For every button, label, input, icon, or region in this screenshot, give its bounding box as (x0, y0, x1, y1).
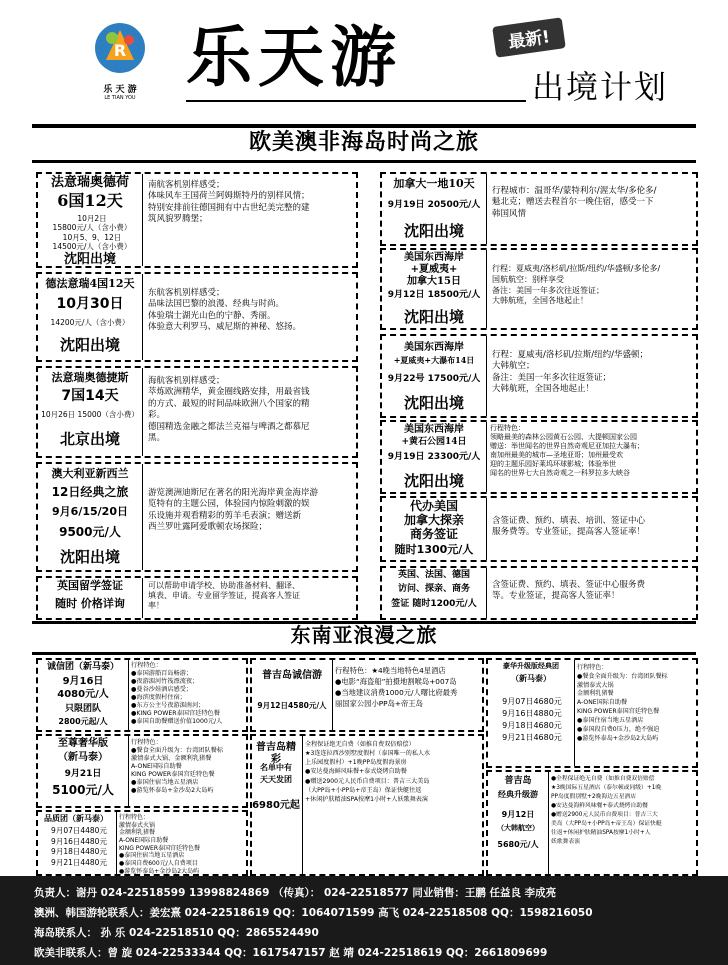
tour-subtitle: 经典升级游 (498, 789, 538, 799)
tour-description: 行程城市：温哥华/蒙特利尔/渥太华/多伦多/ 魁北克；赠送去程首尔一晚住宿，感受一下 韩国风情 (492, 186, 657, 219)
tour-subtitle-2: 加拿大15日 (407, 276, 461, 287)
tour-card-eu-visa[interactable] (380, 566, 698, 620)
tour-dates: 9月12日 18500元/人 (387, 290, 481, 300)
tour-card-us-visa[interactable] (380, 496, 698, 562)
tour-title: 美国东西海岸 (404, 252, 464, 263)
svg-text:R: R (113, 41, 127, 60)
sea-tour-luxury[interactable] (36, 734, 248, 808)
tour-card-usa-falls[interactable] (380, 334, 698, 418)
tour-description: 东航客机别样感受； 品味法国巴黎的浪漫、经典与时尚。 体验瑞士湖光山色的宁静、秀丽。 体验意大利罗马、威尼斯的神秘、悠扬。 (148, 288, 302, 333)
tour-subtitle: 访问、探亲、商务 (397, 584, 470, 594)
tour-card-usa-hawaii-canada[interactable] (380, 248, 698, 330)
tour-extra: 只限团队 (64, 704, 101, 714)
tour-title: 美国东西海岸 (404, 424, 464, 435)
tour-description: ●全程保证绝无自费（如推自费双倍赔偿 ★3晚国际五星酒店（泰尔顿或同级）+1晚 PP岛度假别墅+2晚海边五星酒店 ●安达曼海鲜风味餐+泰式烧烤自助餐 ●赠送2900元人民币自费项目：普吉三大 美岛（大PP岛+小PP岛+帝王岛）保证快艇 往返+休闲护肤精油SPA按摩1小时+人 妖歌舞表演 (551, 776, 662, 845)
tour-dates: 9月19日 20500元/人 (387, 200, 481, 210)
tour-card-australia[interactable] (36, 462, 358, 572)
tour-title: 美国东西海岸 (404, 342, 464, 353)
tour-price: 14200元/人（含小费） (50, 318, 130, 327)
logo-sub: LE TIAN YOU (104, 95, 136, 101)
tour-price: 5680元/人 (497, 840, 539, 849)
brand-title: 乐天游 (186, 18, 402, 96)
tour-dates: 10月2日 15800元/人（含小费） 10月5、9、12日 14500元/人（含小费） (52, 214, 132, 252)
tour-departure-city: 沈阳出境 (403, 394, 464, 412)
tour-dates: 9月22号 17500元/人 (387, 374, 481, 384)
sea-tour-quality[interactable] (36, 810, 248, 876)
tour-description: 行程特色： ●泰国游船百岛畅游； ●夜游湄河竹筏漂流夜； ●曼谷沙娃酒店感受； ●海滨度假村住宿； ●东方公主号夜游湄南河； ●KING POWER泰国宫廷特色餐 ●泰国自助餐赠送价值1000元/人 (131, 662, 223, 726)
tour-subtitle: （新马泰） (58, 752, 108, 763)
logo-text: 乐 天 游 (103, 85, 137, 95)
tour-title: 诚信团（新马泰） (46, 662, 119, 672)
tour-description: 南航客机别样感受； 体味风车王国荷兰阿姆斯特丹的别样风情； 特别安排前往德国拥有中古世纪美完整的建 筑风貌罗腾堡； (148, 180, 310, 225)
tour-title: 至尊奢华版 (58, 738, 108, 749)
section1-line-top (32, 124, 696, 128)
tour-description: 游览澳洲迪斯尼在著名的阳光海岸黄金海岸游 览特有的主题公园，体验园内惊险刺激的娱 乐设施并观看精彩的剪羊毛表演；赠送新 西兰罗吐露阿爱歌顿农场探险； (148, 488, 319, 533)
header-line (186, 100, 526, 102)
tour-description: 行程特色： 激情泰式火锅 金额利乳猪餐 A-ONE国际自助餐 KING POWER泰国宫廷特色餐 ●泰国住宿当地五星酒店 ●泰国自费600元/人自费项目 ●游览怀泰岛+金沙岛2大岛屿 (119, 814, 200, 875)
tour-card-usa-yellowstone[interactable] (380, 420, 698, 494)
tour-airline: （大韩航空） (497, 824, 539, 832)
sea-tour-phuket-jingcai[interactable] (250, 734, 484, 876)
new-badge: 最新! (492, 17, 565, 57)
tour-subtitle: （新马泰） (511, 674, 551, 683)
tour-card-uk-visa[interactable] (36, 576, 358, 620)
tour-price: 5100元/人 (52, 783, 114, 797)
tour-extra-price: 2800元起/人 (58, 717, 108, 726)
tour-title: 普吉岛诚信游 (262, 670, 322, 681)
tour-departure-city: 北京出境 (59, 430, 120, 448)
tour-slogan: 名单中有 天天发团 (260, 763, 292, 784)
tour-description: 行程特色： 领略最美的森林公园黄石公园、大提顿国家公园 赠送：举世闻名的世界自然奇观尼亚加拉大瀑布； 南加州最美的城市—圣地亚哥；加州最受欢 迎的主题乐园好莱坞环球影城；体验举世 闻名的世界七大自然奇观之一科罗拉多大峡谷 (490, 424, 644, 478)
tour-card-europe-6[interactable] (36, 172, 358, 268)
tour-subtitle: 加拿大探亲 (403, 513, 464, 527)
tour-title: 普吉岛精彩 (256, 742, 296, 765)
tour-description: 含签证费、预约、填表、培训、签证中心 服务费等。专业签证，提高客人签证率！ (492, 516, 646, 538)
tour-dates: 9月21日 (64, 769, 102, 779)
sea-tour-chengxin[interactable] (36, 658, 248, 732)
tour-title: 普吉岛 (504, 776, 532, 786)
footer-contact-cruise: 澳洲、韩国游轮联系人：姜宏熹 024-22518619 QQ：1064071599 高飞 024-22518508 QQ：1598216050 (34, 907, 593, 919)
tour-subtitle: +夏威夷+大瀑布14日 (393, 355, 475, 365)
tour-description: 行程特色： ●餐食全面升级为：台湾团队餐标 激情泰式大锅 金额利乳猪餐 A-ONE国际自助餐 KING POWER泰国宫廷特色餐 ●泰国住宿当地五星酒店 ●泰国段自费0压力，绝不强迫 ●游览怀泰岛+金沙岛2大岛屿 (577, 664, 668, 742)
tour-title: 英国、法国、德国 (397, 570, 470, 580)
tour-title: 澳大利亚新西兰 (51, 467, 129, 480)
tour-price: 4080元/人 (57, 689, 109, 700)
section2-title: 东南亚浪漫之旅 (290, 623, 438, 647)
tour-price: 6980元起 (252, 800, 300, 811)
tour-dates: 9月07日4480元 9月16日4480元 9月18日4480元 9月21日4480元 (51, 826, 107, 867)
tour-description: 含签证费、预约、填表、签证中心服务费 等。专业签证，提高客人签证率！ (492, 580, 646, 602)
tour-title: 豪华升级版经典团 (503, 661, 559, 670)
tour-description: 全程保证绝无自费（如推自费双倍赔偿） ★3连连拉西沙别墅度假村（泰国唯一的私人水 上乐园度假村）+1晚PP岛度假海景房 ●安达曼海鲜风味餐+泰式烧烤自助餐 ●赠送2900元人民币自费项目：普吉三大美岛 （大PP岛+小PP岛+帝王岛）保证快艇往返 +休闲护肤精油SPA按摩1小时+人妖歌舞表演 (305, 741, 431, 803)
tour-price: 随时1300元/人 (394, 543, 474, 556)
tour-card-europe-7[interactable] (36, 366, 358, 458)
tour-subtitle: +夏威夷+ (410, 264, 458, 275)
tour-subtitle-2: 商务签证 (409, 527, 458, 541)
tour-price: 10月26日 15000（含小费） (41, 410, 139, 419)
sea-tour-phuket-chengxin[interactable] (250, 658, 484, 732)
tour-dates: 9月12日 (501, 810, 535, 819)
tour-description: 行程特色：★4晚当地特色4星酒店 ●电影“海盗船”拍摄地割喉岛+007岛 ●当地建议消费1000元/人曙比府最秀 丽国家公园小PP岛+帝王岛 (335, 666, 458, 708)
tour-title: 加拿大一地10天 (393, 177, 475, 190)
tour-departure-city: 沈阳出境 (63, 252, 116, 267)
logo-icon (92, 18, 148, 78)
tour-subtitle: 10月30日 (56, 296, 124, 312)
tour-description: 行程：夏威夷/洛杉矶/拉斯/纽约/华盛顿/多伦多/ 国航航空：别样享受 备注：美国一年多次往返签证； 大韩航班，全国各地起止！ (492, 264, 661, 306)
sea-tour-upgrade-classic[interactable] (486, 658, 698, 768)
tour-card-europe-4[interactable] (36, 272, 358, 362)
tour-departure-city: 沈阳出境 (403, 222, 464, 240)
section1-title: 欧美澳非海岛时尚之旅 (248, 130, 479, 155)
tour-dates: 9月16日 (62, 676, 104, 687)
tour-subtitle: 12日经典之旅 (51, 485, 129, 499)
section2-line-bottom (32, 652, 696, 655)
footer-contact-main: 负责人：谢丹 024-22518599 13998824869 （传真）： 024-22518577 同业销售：王鹏 任益良 李成亮 (34, 887, 557, 899)
tour-subtitle: 7国14天 (61, 388, 119, 404)
tour-description: 行程：夏威夷/洛杉矶/拉斯/纽约/华盛顿； 大韩航空； 备注：美国一年多次往返签证； 大韩航班，全国各地起止！ (492, 350, 648, 395)
tour-dates: 9月07日4680元 9月16日4880元 9月18日4680元 9月21日4680元 (502, 697, 562, 742)
tour-title: 英国留学签证 (57, 579, 123, 592)
footer-contact-europe: 欧美非联系人：曾 旋 024-22533344 QQ：1617547157 赵 靖 024-22518619 QQ：2661809699 (34, 947, 548, 959)
footer-contact-island: 海岛联系人： 孙 乐 024-22518510 QQ：2865524490 (34, 927, 319, 939)
tour-title: 法意瑞奥德捷斯 (51, 371, 129, 384)
tour-subtitle: +黄石公园14日 (401, 437, 467, 447)
logo (92, 18, 148, 101)
sea-tour-phuket-upgrade[interactable] (486, 770, 698, 876)
tour-departure-city: 沈阳出境 (59, 336, 120, 354)
tour-card-canada[interactable] (380, 172, 698, 246)
tour-subtitle: 6国12天 (57, 191, 123, 210)
tour-dates: 9月19日 23300元/人 (387, 452, 481, 462)
tour-departure-city: 沈阳出境 (59, 548, 120, 566)
tour-subtitle: 随时 价格详询 (55, 597, 125, 610)
tour-departure-city: 沈阳出境 (403, 472, 464, 490)
tour-departure-city: 沈阳出境 (403, 308, 464, 326)
tour-title: 代办美国 (409, 499, 458, 513)
tour-price: 9500元/人 (59, 525, 121, 539)
tour-dates: 9月6/15/20日 (52, 505, 128, 518)
subtitle: 出境计划 (532, 68, 669, 106)
footer (0, 876, 728, 965)
tour-subtitle-2: 签证 随时1200元/人 (391, 599, 477, 609)
tour-description: 海航客机别样感受； 萃炼欧洲精华，黄金圈线路安排，用最省钱 的方式、最短的时间品味欧洲八个国家的精 彩。 德国精选金融之都法兰克福与啤酒之都慕尼 黑。 (148, 376, 310, 444)
tour-title: 德法意瑞4国12天 (45, 277, 135, 290)
tour-title: 法意瑞奥德荷 (50, 175, 129, 190)
tour-dates: 9月12日4580元/人 (257, 701, 327, 710)
section1-line-bottom (32, 160, 696, 163)
tour-description: 可以帮助申请学校、协助准备材料、翻译、 填表、申请。专业留学签证，提高客人签证 率！ (148, 581, 300, 610)
tour-description: 行程特色： ●餐食全面升级为：台湾团队餐标 激情泰式大锅、金额利乳猪餐 A-ONE国际自助餐 KING POWER泰国宫廷特色餐 ●泰国住宿当地五星酒店 ●游览怀泰岛+金沙岛2大岛屿 (131, 739, 224, 795)
tour-title: 品质团（新马泰） (44, 813, 108, 823)
